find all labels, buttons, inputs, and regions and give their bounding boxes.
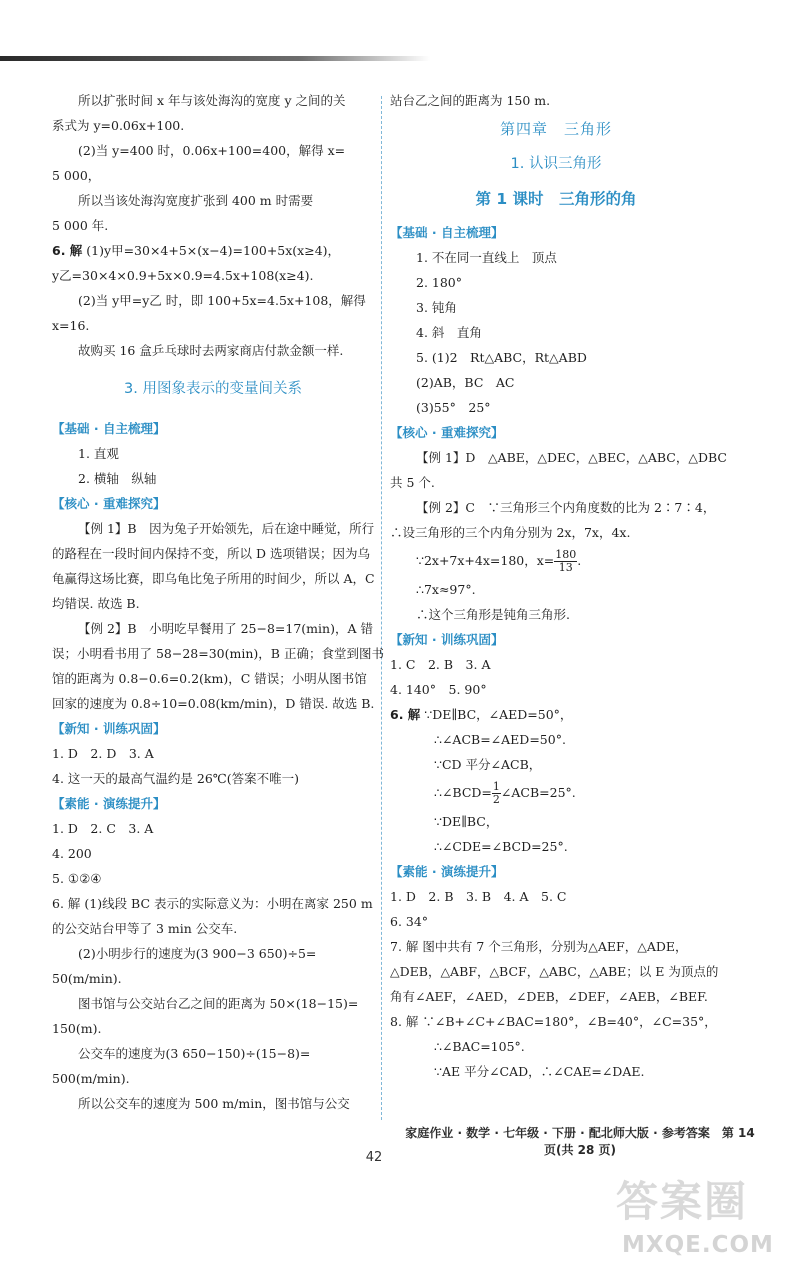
fraction (554, 549, 577, 574)
text-line: 8. 解 ∵∠B+∠C+∠BAC=180°，∠B=40°，∠C=35°， (390, 1014, 717, 1029)
text-line: (2)当 y甲=y乙 时，即 100+5x=4.5x+108，解得 (78, 293, 366, 308)
text-line: ∵CD 平分∠ACB， (434, 757, 542, 772)
text-line: 图书馆与公交站台乙之间的距离为 50×(18−15)= (78, 996, 359, 1011)
answer-line: 1. D 2. C 3. A (52, 821, 154, 836)
answer-line: (2)AB，BC AC (416, 375, 515, 390)
watermark-logo: 答案圈 (616, 1177, 749, 1226)
answer-line: (3)55° 25° (416, 400, 491, 415)
lesson-title: 第 1 课时 三角形的角 (475, 190, 637, 208)
text-line: 共 5 个. (390, 475, 435, 490)
text-line: ∴∠ACB=∠AED=50°. (434, 732, 566, 747)
answer-line: 2. 180° (416, 275, 463, 290)
section-tag: 【素能 · 演练提升】 (52, 796, 166, 811)
text-line: 【例 2】C ∵三角形三个内角度数的比为 2∶7∶4， (416, 500, 716, 515)
text-line: 【例 2】B 小明吃早餐用了 25−8=17(min)，A 错 (78, 621, 373, 636)
text-line: 所以扩张时间 x 年与该处海沟的宽度 y 之间的关 (78, 93, 346, 108)
text-line: 5 000， (52, 168, 101, 183)
right-column (390, 88, 727, 1084)
question-number: 6. 解 (390, 707, 421, 722)
text-line: 7. 解 图中共有 7 个三角形，分别为△AEF，△ADE， (390, 939, 688, 954)
section-tag: 【核心 · 重难探究】 (390, 425, 504, 440)
text-line: 6. 解 (1)线段 BC 表示的实际意义为：小明在离家 250 m (52, 896, 373, 911)
text-line: ∴7x≈97°. (416, 582, 476, 597)
text-line: 误；小明看书用了 58−28=30(min)，B 正确；食堂到图书 (52, 646, 384, 661)
section-tag: 【新知 · 训练巩固】 (52, 721, 166, 736)
text-line: △DEB，△ABF，△BCF，△ABC，△ABE；以 E 为顶点的 (390, 964, 719, 979)
text-line: 【例 1】D △ABE，△DEC，△BEC，△ABC，△DBC (416, 450, 727, 465)
text-line: ∠ACB=25°. (500, 785, 576, 800)
answer-line: 4. 140° 5. 90° (390, 682, 487, 697)
text-line: (1)y甲=30×4+5×(x−4)=100+5x(x≥4)， (86, 243, 341, 258)
watermark-url: MXQE.COM (622, 1232, 774, 1258)
answer-line: 1. 不在同一直线上 顶点 (416, 250, 557, 265)
fraction (492, 781, 501, 806)
fraction-numerator: 180 (555, 548, 577, 561)
text-line: 所以公交车的速度为 500 m/min，图书馆与公交 (78, 1096, 350, 1111)
text-line: ∴∠CDE=∠BCD=25°. (434, 839, 568, 854)
text-line: ∵2x+7x+4x=180，x= (416, 553, 555, 568)
section-tag: 【基础 · 自主梳理】 (52, 421, 166, 436)
text-line: (2)小明步行的速度为(3 900−3 650)÷5= (78, 946, 317, 961)
section-tag: 【素能 · 演练提升】 (390, 864, 504, 879)
text-line: 故购买 16 盒乒乓球时去两家商店付款金额一样. (78, 343, 344, 358)
text-line: 的公交站台甲等了 3 min 公交车. (52, 921, 238, 936)
text-line: 站台乙之间的距离为 150 m. (390, 93, 551, 108)
column-divider (381, 96, 382, 1120)
text-line: 均错误. 故选 B. (52, 596, 140, 611)
text-line: 角有∠AEF，∠AED，∠DEB，∠DEF，∠AEB，∠BEF. (390, 989, 708, 1004)
answer-line: 1. D 2. D 3. A (52, 746, 154, 761)
answer-line: 4. 200 (52, 846, 92, 861)
text-line: 150(m). (52, 1021, 102, 1036)
equation-line (390, 545, 722, 577)
text-line: 50(m/min). (52, 971, 122, 986)
page-footer: 家庭作业 · 数学 · 七年级 · 下册 · 配北师大版 · 参考答案 第 14 页(共 28 页) (405, 1126, 755, 1157)
fraction-denominator: 2 (492, 793, 500, 806)
top-rule (0, 56, 430, 61)
text-line: 公交车的速度为(3 650−150)÷(15−8)= (78, 1046, 311, 1061)
answer-line: 2. 横轴 纵轴 (78, 471, 157, 486)
text-line: ∴设三角形的三个内角分别为 2x，7x，4x. (390, 525, 631, 540)
answer-line: 1. 直观 (78, 446, 119, 461)
section-tag: 【基础 · 自主梳理】 (390, 225, 504, 240)
text-line: ∵AE 平分∠CAD，∴∠CAE=∠DAE. (434, 1064, 645, 1079)
text-line: ∴这个三角形是钝角三角形. (416, 607, 570, 622)
text-line: y乙=30×4×0.9+5x×0.9=4.5x+108(x≥4). (52, 268, 314, 283)
answer-line: 6. 34° (390, 914, 429, 929)
text-line: . (577, 553, 582, 568)
text-line: 所以当该处海沟宽度扩张到 400 m 时需要 (78, 193, 314, 208)
text-line: x=16. (52, 318, 90, 333)
left-column (52, 88, 384, 1116)
text-line: 龟赢得这场比赛，即乌龟比兔子所用的时间少，所以 A，C (52, 571, 375, 586)
question-6 (390, 702, 722, 727)
text-line: 5 000 年. (52, 218, 109, 233)
text-line: 【例 1】B 因为兔子开始领先，后在途中睡觉，所行 (78, 521, 375, 536)
text-line: 系式为 y=0.06x+100. (52, 118, 185, 133)
text-line: 馆的距离为 0.8−0.6=0.2(km)，C 错误；小明从图书馆 (52, 671, 367, 686)
question-number: 6. 解 (52, 243, 83, 258)
text-line: ∵DE∥BC， (434, 814, 499, 829)
section-tag: 【新知 · 训练巩固】 (390, 632, 504, 647)
text-line: 500(m/min). (52, 1071, 130, 1086)
question-6 (52, 238, 374, 263)
section-tag: 【核心 · 重难探究】 (52, 496, 166, 511)
text-line: (2)当 y=400 时，0.06x+100=400，解得 x= (78, 143, 346, 158)
section-title: 3. 用图象表示的变量间关系 (124, 381, 302, 397)
text-line: ∴∠BCD= (434, 785, 492, 800)
answer-line: 5. (1)2 Rt△ABC，Rt△ABD (416, 350, 587, 365)
page-number: 42 (365, 1150, 383, 1165)
answer-line: 3. 钝角 (416, 300, 457, 315)
text-line: 回家的速度为 0.8÷10=0.08(km/min)，D 错误. 故选 B. (52, 696, 375, 711)
chapter-title: 第四章 三角形 (499, 120, 612, 138)
section-title: 1. 认识三角形 (510, 156, 602, 172)
fraction-denominator: 13 (558, 561, 573, 574)
answer-line: 4. 斜 直角 (416, 325, 482, 340)
answer-line: 4. 这一天的最高气温约是 26℃(答案不唯一) (52, 771, 300, 786)
text-line: 的路程在一段时间内保持不变，所以 D 选项错误；因为乌 (52, 546, 370, 561)
fraction-numerator: 1 (492, 780, 500, 793)
equation-line (390, 777, 722, 809)
text-line: ∵DE∥BC，∠AED=50°， (424, 707, 573, 722)
answer-line: 1. D 2. B 3. B 4. A 5. C (390, 889, 567, 904)
text-line: ∴∠BAC=105°. (434, 1039, 525, 1054)
answer-line: 1. C 2. B 3. A (390, 657, 491, 672)
answer-line: 5. ①②④ (52, 871, 102, 886)
